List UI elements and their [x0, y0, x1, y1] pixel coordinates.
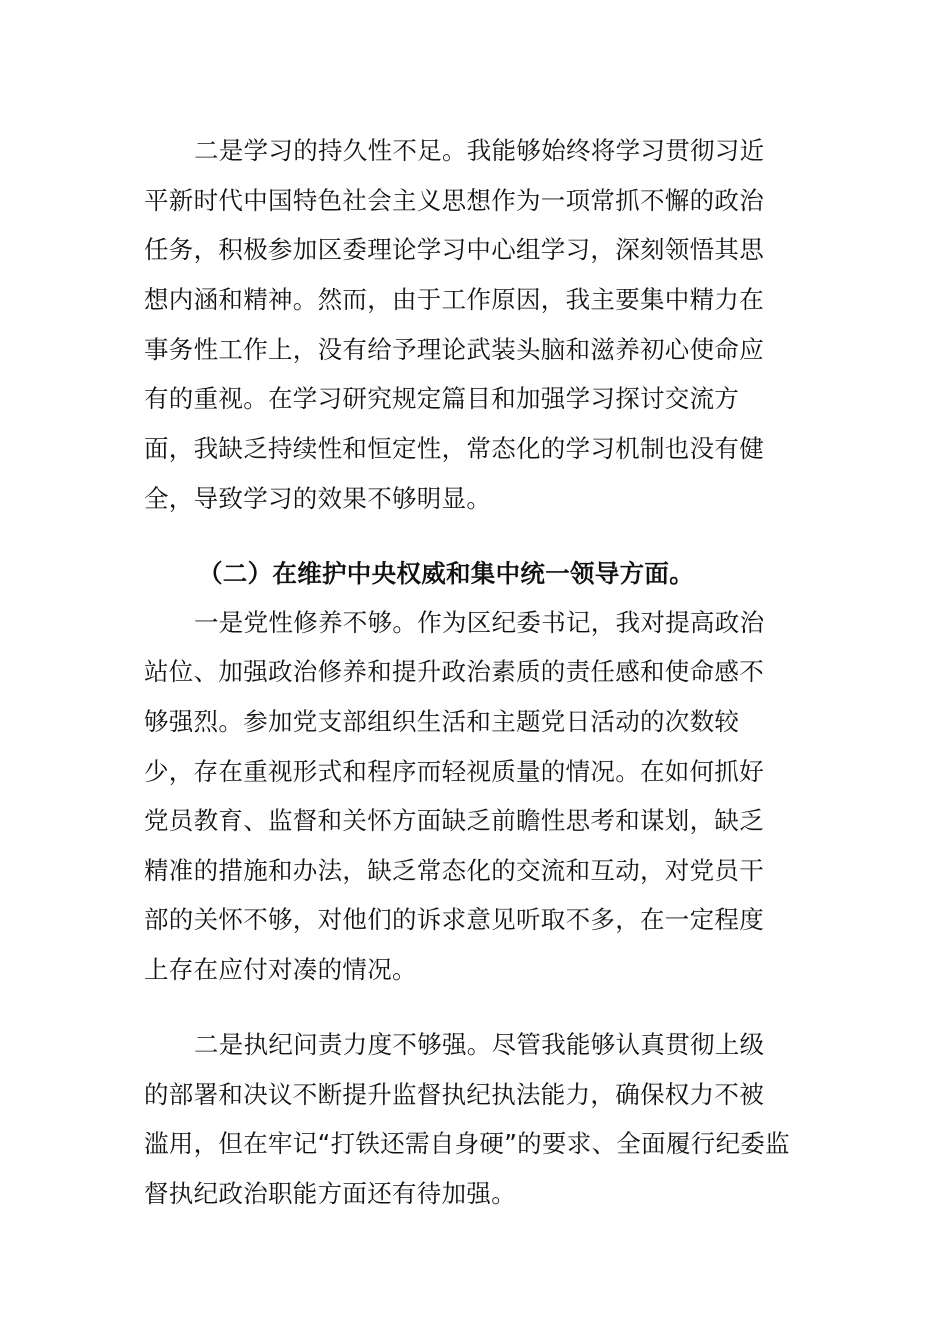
text-line: 精准的措施和办法，缺乏常态化的交流和互动，对党员干 [144, 856, 764, 885]
text-line: 站位、加强政治修养和提升政治素质的责任感和使命感不 [144, 657, 764, 686]
text-line: 二是学习的持久性不足。我能够始终将学习贯彻习近 [194, 136, 765, 165]
text-line: 党员教育、监督和关怀方面缺乏前瞻性思考和谋划，缺乏 [144, 806, 764, 835]
text-line: 少，存在重视形式和程序而轻视质量的情况。在如何抓好 [144, 757, 764, 786]
text-line: 任务，积极参加区委理论学习中心组学习，深刻领悟其思 [144, 235, 764, 264]
text-line: 上存在应付对凑的情况。 [144, 955, 417, 984]
text-line: 的部署和决议不断提升监督执纪执法能力，确保权力不被 [144, 1080, 764, 1109]
text-line: 想内涵和精神。然而，由于工作原因，我主要集中精力在 [144, 285, 764, 314]
text-line: 滥用，但在牢记“打铁还需自身硬”的要求、全面履行纪委监 [144, 1129, 790, 1158]
text-line: 一是党性修养不够。作为区纪委书记，我对提高政治 [194, 608, 765, 637]
text-line: 平新时代中国特色社会主义思想作为一项常抓不懈的政治 [144, 186, 764, 215]
text-line: 有的重视。在学习研究规定篇目和加强学习探讨交流方 [144, 384, 740, 413]
text-line: 全，导致学习的效果不够明显。 [144, 484, 492, 513]
text-line: 二是执纪问责力度不够强。尽管我能够认真贯彻上级 [194, 1030, 765, 1059]
text-line: 督执纪政治职能方面还有待加强。 [144, 1179, 516, 1208]
text-line: 够强烈。参加党支部组织生活和主题党日活动的次数较 [144, 707, 740, 736]
section-heading: （二）在维护中央权威和集中统一领导方面。 [198, 559, 694, 588]
text-line: 部的关怀不够，对他们的诉求意见听取不多，在一定程度 [144, 905, 764, 934]
text-line: 面，我缺乏持续性和恒定性，常态化的学习机制也没有健 [144, 434, 764, 463]
text-line: 事务性工作上，没有给予理论武装头脑和滋养初心使命应 [144, 335, 764, 364]
